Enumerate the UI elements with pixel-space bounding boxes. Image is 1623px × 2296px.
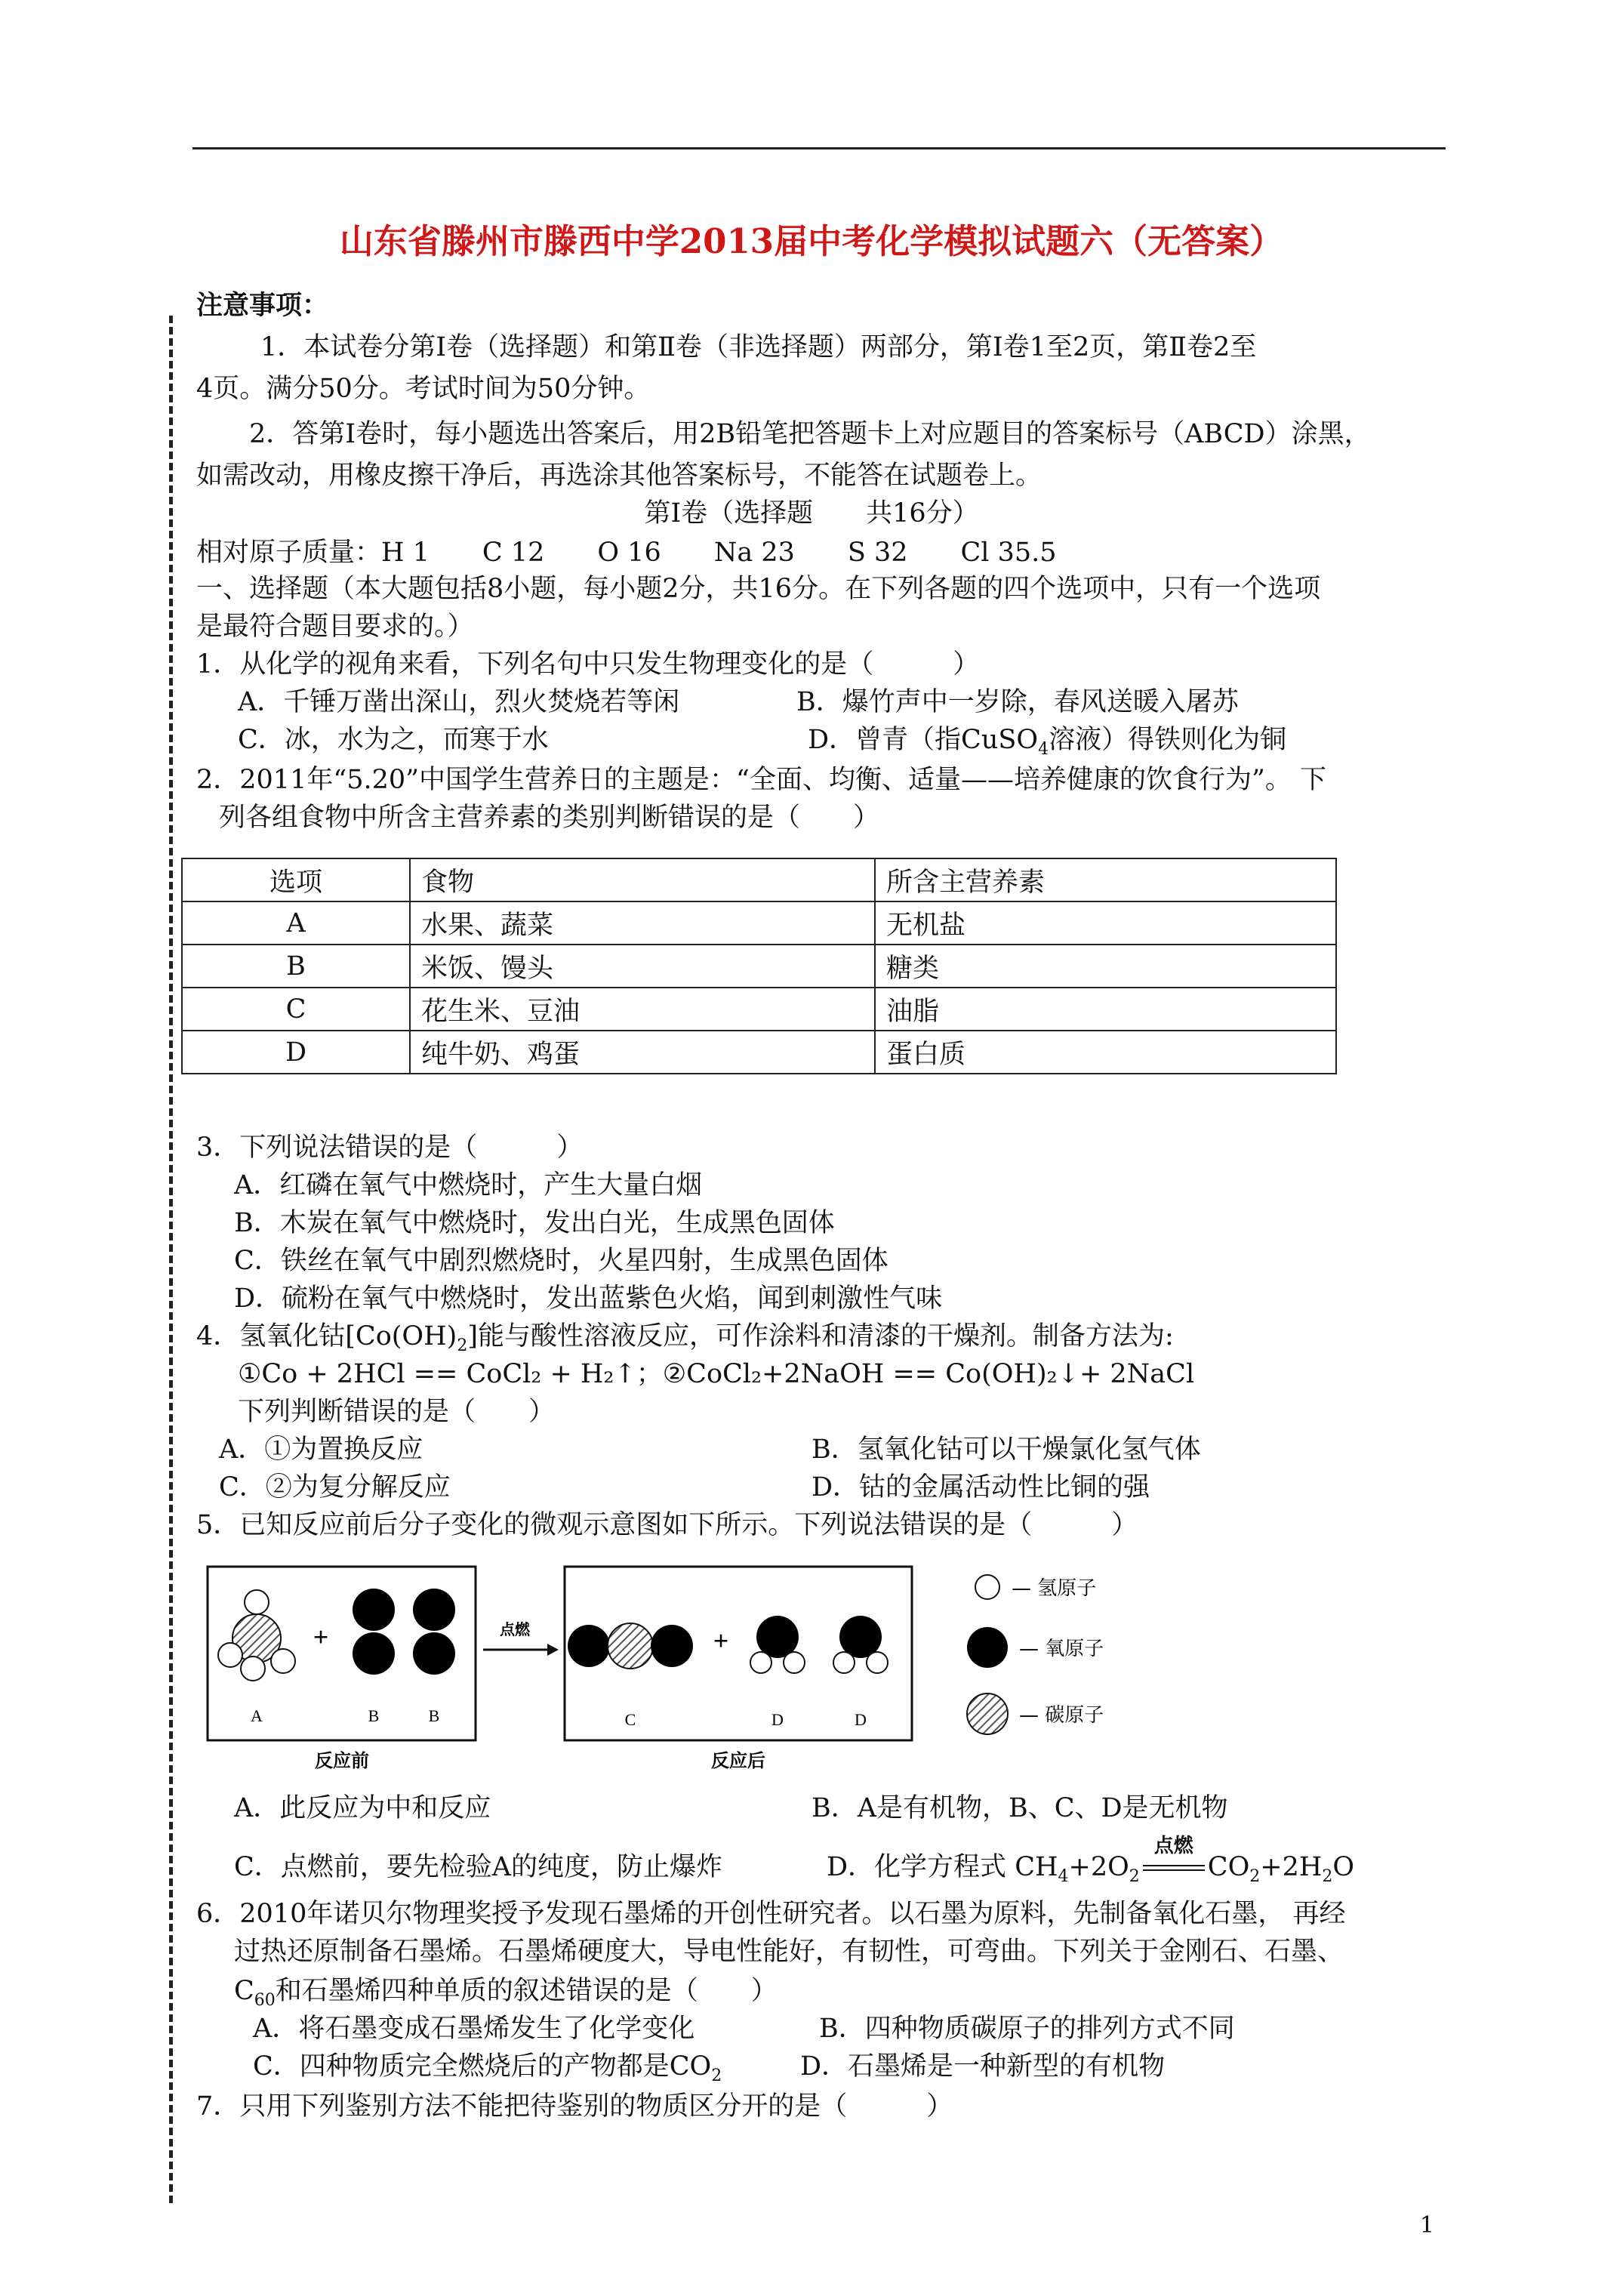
reaction-condition: 点燃 xyxy=(1140,1848,1208,1886)
table-cell: B xyxy=(182,945,410,988)
legend-oxygen: — 氧原子 xyxy=(1019,1638,1104,1660)
svg-text:+: + xyxy=(313,1622,329,1652)
q5-option-c: C．点燃前，要先检验A的纯度，防止爆炸 xyxy=(234,1852,723,1882)
q3-stem: 3．下列说法错误的是（ ） xyxy=(196,1133,584,1163)
q3-option-b: B．木炭在氧气中燃烧时，发出白光，生成黑色固体 xyxy=(234,1208,835,1238)
label-d: D xyxy=(771,1710,784,1729)
table-cell: A xyxy=(182,901,410,945)
oxygen-atom xyxy=(413,1632,455,1675)
table-row xyxy=(182,1031,1336,1074)
table-cell: 水果、蔬菜 xyxy=(410,901,875,945)
q3-option-a: A．红磷在氧气中燃烧时，产生大量白烟 xyxy=(234,1170,703,1200)
binding-dashed-line xyxy=(169,316,173,2203)
q4-equations: ①Co + 2HCl == CoCl₂ + H₂↑；②CoCl₂+2NaOH == Co(OH)₂↓+ 2NaCl xyxy=(238,1359,1195,1389)
q6-option-a: A．将石墨变成石墨烯发生了化学变化 xyxy=(253,2014,695,2044)
q5-stem: 5．已知反应前后分子变化的微观示意图如下所示。下列说法错误的是（ ） xyxy=(196,1510,1138,1540)
label-b: B xyxy=(368,1706,380,1725)
note-1-line-2: 4页。满分50分。考试时间为50分钟。 xyxy=(196,374,651,404)
page-number: 1 xyxy=(1419,2212,1434,2239)
table-cell: 蛋白质 xyxy=(875,1031,1336,1074)
molecule-reaction-diagram xyxy=(204,1555,1200,1782)
legend-oxygen-symbol xyxy=(967,1627,1008,1668)
legend-hydrogen-symbol xyxy=(975,1575,999,1599)
notes-heading: 注意事项： xyxy=(196,290,329,321)
note-2-line-2: 如需改动，用橡皮擦干净后，再选涂其他答案标号，不能答在试题卷上。 xyxy=(196,461,1042,491)
q4-sub-stem: 下列判断错误的是（ ） xyxy=(238,1397,556,1427)
table-row xyxy=(182,988,1336,1031)
oxygen-atom xyxy=(353,1632,395,1675)
label-b: B xyxy=(428,1706,440,1725)
oxygen-atom xyxy=(353,1589,395,1631)
hydrogen-atom xyxy=(218,1643,242,1667)
q1-option-d: D．曾青（指CuSO$_4$溶液）得铁则化为铜 xyxy=(808,725,1287,759)
table-header-cell: 食物 xyxy=(410,858,875,901)
q6-stem-line-1: 6．2010年诺贝尔物理奖授予发现石墨烯的开创性研究者。以石墨为原料，先制备氧化石墨， 再经 xyxy=(196,1899,1346,1929)
q6-option-c: C．四种物质完全燃烧后的产物都是$CO_2$ xyxy=(253,2051,722,2085)
q7-stem: 7．只用下列鉴别方法不能把待鉴别的物质区分开的是（ ） xyxy=(196,2091,953,2122)
table-cell: 无机盐 xyxy=(875,901,1336,945)
table-row xyxy=(182,901,1336,945)
table-cell: C xyxy=(182,988,410,1031)
oxygen-atom xyxy=(413,1589,455,1631)
carbon-atom xyxy=(608,1623,653,1669)
hydrogen-atom xyxy=(867,1652,888,1673)
table-cell: 油脂 xyxy=(875,988,1336,1031)
page-title: 山东省滕州市滕西中学2013届中考化学模拟试题六（无答案） xyxy=(339,221,1284,261)
svg-text:+: + xyxy=(713,1626,729,1656)
legend-carbon-symbol xyxy=(967,1693,1008,1734)
q5-option-d: D．化学方程式 $CH_4+2O_2$ 点燃 $CO_2+2H_2O$ xyxy=(827,1835,1355,1886)
hydrogen-atom xyxy=(271,1649,295,1673)
hydrogen-atom xyxy=(784,1652,805,1673)
section-intro-line-2: 是最符合题目要求的。） xyxy=(196,612,474,642)
q3-option-c: C．铁丝在氧气中剧烈燃烧时，火星四射，生成黑色固体 xyxy=(234,1246,888,1276)
table-cell: 糖类 xyxy=(875,945,1336,988)
q6-option-b: B．四种物质碳原子的排列方式不同 xyxy=(819,2014,1235,2044)
q4-option-c: C．②为复分解反应 xyxy=(219,1472,451,1502)
q6-option-d: D．石墨烯是一种新型的有机物 xyxy=(800,2051,1166,2082)
table-row xyxy=(182,945,1336,988)
label-d: D xyxy=(855,1710,867,1729)
hydrogen-atom xyxy=(833,1652,855,1673)
oxygen-atom xyxy=(568,1625,610,1667)
hydrogen-atom xyxy=(245,1590,269,1614)
q1-option-b: B．爆竹声中一岁除，春风送暖入屠苏 xyxy=(796,687,1239,717)
q3-option-d: D．硫粉在氧气中燃烧时，发出蓝紫色火焰，闻到刺激性气味 xyxy=(234,1284,943,1314)
arrow-label: 点燃 xyxy=(500,1620,530,1638)
q1-stem: 1．从化学的视角来看，下列名句中只发生物理变化的是（ ） xyxy=(196,649,980,680)
table-header-row xyxy=(182,858,1336,901)
table-cell: 米饭、馒头 xyxy=(410,945,875,988)
legend-carbon: — 碳原子 xyxy=(1019,1704,1104,1727)
q5-option-b: B．A是有机物，B、C、D是无机物 xyxy=(812,1793,1228,1823)
q6-stem-line-2: 过热还原制备石墨烯。石墨烯硬度大，导电性能好，有韧性，可弯曲。下列关于金刚石、石墨、 xyxy=(234,1937,1344,1967)
table-cell: 纯牛奶、鸡蛋 xyxy=(410,1031,875,1074)
oxygen-atom xyxy=(651,1625,693,1667)
table-header-cell: 选项 xyxy=(182,858,410,901)
note-2-line-1: 2．答第Ⅰ卷时，每小题选出答案后，用2B铅笔把答题卡上对应题目的答案标号（ABCD）涂黑， xyxy=(249,419,1371,449)
label-c: C xyxy=(624,1710,636,1729)
hydrogen-atom xyxy=(750,1652,771,1673)
table-cell: 花生米、豆油 xyxy=(410,988,875,1031)
hydrogen-atom xyxy=(241,1657,265,1681)
q4-option-b: B．氢氧化钴可以干燥氯化氢气体 xyxy=(812,1435,1201,1465)
nutrition-table xyxy=(181,858,1337,1074)
table-header-cell: 所含主营养素 xyxy=(875,858,1336,901)
top-rule xyxy=(192,147,1446,149)
table-cell: D xyxy=(182,1031,410,1074)
q2-stem-line-2: 列各组食物中所含主营养素的类别判断错误的是（ ） xyxy=(219,803,880,833)
label-a: A xyxy=(251,1706,263,1725)
atomic-masses: 相对原子质量：H 1 C 12 O 16 Na 23 S 32 Cl 35.5 xyxy=(196,538,1057,568)
q2-stem-line-1: 2．2011年“5.20”中国学生营养日的主题是：“全面、均衡、适量——培养健康的饮食行为”。 下 xyxy=(196,765,1326,795)
section-intro-line-1: 一、选择题（本大题包括8小题，每小题2分，共16分。在下列各题的四个选项中，只有一个选项 xyxy=(196,574,1321,604)
section-heading: 第Ⅰ卷（选择题 共16分） xyxy=(644,498,979,529)
q4-option-a: A．①为置换反应 xyxy=(219,1435,423,1465)
q5-option-a: A．此反应为中和反应 xyxy=(234,1793,491,1823)
label-after: 反应后 xyxy=(711,1750,765,1771)
q1-option-c: C．冰，水为之，而寒于水 xyxy=(238,725,549,755)
label-before: 反应前 xyxy=(315,1750,369,1771)
q6-stem-line-3: $C_{60}$和石墨烯四种单质的叙述错误的是（ ） xyxy=(234,1976,778,2010)
note-1-line-1: 1．本试卷分第Ⅰ卷（选择题）和第Ⅱ卷（非选择题）两部分，第Ⅰ卷1至2页，第Ⅱ卷2至 xyxy=(260,332,1257,362)
q1-option-a: A．千锤万凿出深山，烈火焚烧若等闲 xyxy=(238,687,680,717)
q4-stem: 4．氢氧化钴$[Co(OH)_2]$能与酸性溶液反应，可作涂料和清漆的干燥剂。制备方法为: xyxy=(196,1321,1174,1355)
q4-option-d: D．钴的金属活动性比铜的强 xyxy=(812,1472,1150,1502)
legend-hydrogen: — 氢原子 xyxy=(1012,1577,1097,1600)
